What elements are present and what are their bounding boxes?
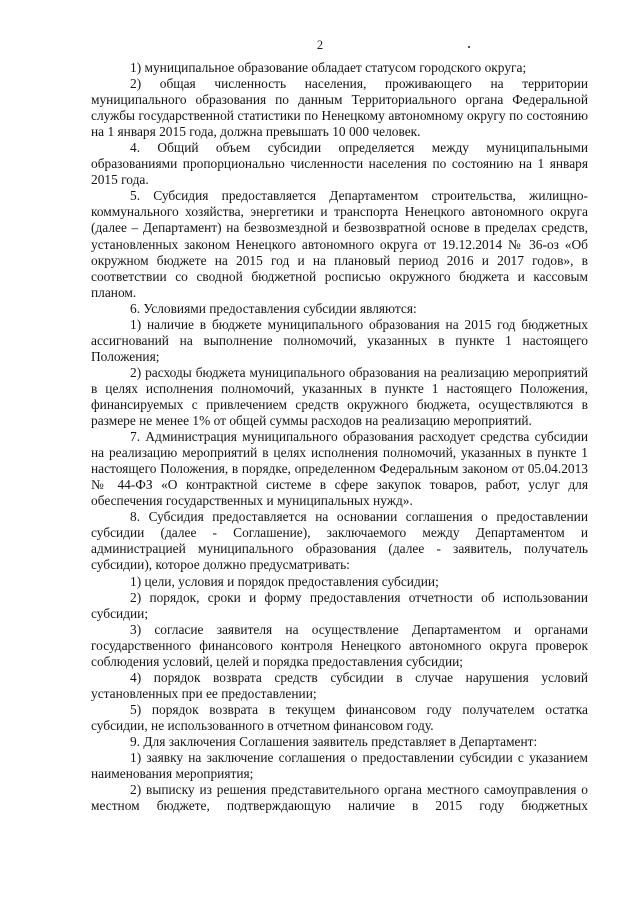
paragraph-3-1: 1) муниципальное образование обладает статусом городского округа;	[130, 60, 527, 75]
document-body	[91, 60, 588, 814]
paragraph-8-3: 3) согласие заявителя на осуществление Департаментом и органами государственного финансового контроля Ненецкого автономного округа проверок соблюдения условий, целей и порядка предоставления субсидии;	[91, 621, 588, 669]
paragraph-5: 5. Субсидия предоставляется Департаментом строительства, жилищно-коммунального хозяйства, энергетики и транспорта Ненецкого автономного округа (далее – Департамент) на безвозмездной и безвозвратной основе в пределах средств, установленных законом Ненецкого автономного округа от 19.12.2014 № 36-оз «Об окружном бюджете на 2015 год и на плановый период 2016 и 2017 годов», в соответствии со сводной бюджетной росписью окружного бюджета и кассовым планом.	[91, 188, 588, 300]
paragraph-9: 9. Для заключения Соглашения заявитель представляет в Департамент:	[130, 733, 538, 749]
paragraph-8: 8. Субсидия предоставляется на основании соглашения о предоставлении субсидии (далее - Соглашение), заключаемого между Департаментом и администрацией муниципального образования (далее - заявитель, получатель субсидии), которое должно предусматривать:	[91, 509, 588, 573]
paragraph-8-4: 4) порядок возврата средств субсидии в случае нарушения условий установленных при ее предоставлении;	[91, 669, 588, 701]
paragraph-6: 6. Условиями предоставления субсидии являются:	[130, 300, 417, 316]
scan-speck	[468, 46, 470, 48]
paragraph-3-2: 2) общая численность населения, проживающего на территории муниципального образования по данным Территориального органа Федеральной службы государственной статистики по Ненецкому автономному округу по состоянию на 1 января 2015 года, должна превышать 10 000 человек.	[91, 76, 588, 140]
paragraph-7: 7. Администрация муниципального образования расходует средства субсидии на реализацию мероприятий в целях исполнения полномочий, указанных в пункте 1 настоящего Положения, в порядке, определенном Федеральным законом от 05.04.2013 № 44-ФЗ «О контрактной системе в сфере закупок товаров, работ, услуг для обеспечения государственных и муниципальных нужд».	[91, 429, 588, 509]
paragraph-8-5: 5) порядок возврата в текущем финансовом году получателем остатка субсидии, не использованного в отчетном финансовом году.	[91, 701, 588, 733]
paragraph-6-1: 1) наличие в бюджете муниципального образования на 2015 год бюджетных ассигнований на выполнение полномочий, указанных в пункте 1 настоящего Положения;	[91, 316, 588, 364]
paragraph-8-2: 2) порядок, сроки и форму предоставления отчетности об использовании субсидии;	[91, 589, 588, 621]
paragraph-4: 4. Общий объем субсидии определяется между муниципальными образованиями пропорционально численности населения по состоянию на 1 января 2015 года.	[91, 140, 588, 188]
paragraph-9-2: 2) выписку из решения представительного органа местного самоуправления о местном бюджете, подтверждающую наличие в 2015 году бюджетных	[91, 782, 588, 814]
page-number: 2	[316, 38, 324, 52]
paragraph-8-1: 1) цели, условия и порядок предоставления субсидии;	[130, 573, 439, 589]
paragraph-6-2: 2) расходы бюджета муниципального образования на реализацию мероприятий в целях исполнения полномочий, указанных в пункте 1 настоящего Положения, финансируемых с привлечением средств окружного бюджета, осуществляются в размере не менее 1% от общей суммы расходов на реализацию мероприятий.	[91, 364, 588, 429]
paragraph-9-1: 1) заявку на заключение соглашения о предоставлении субсидии с указанием наименования мероприятия;	[91, 750, 588, 782]
